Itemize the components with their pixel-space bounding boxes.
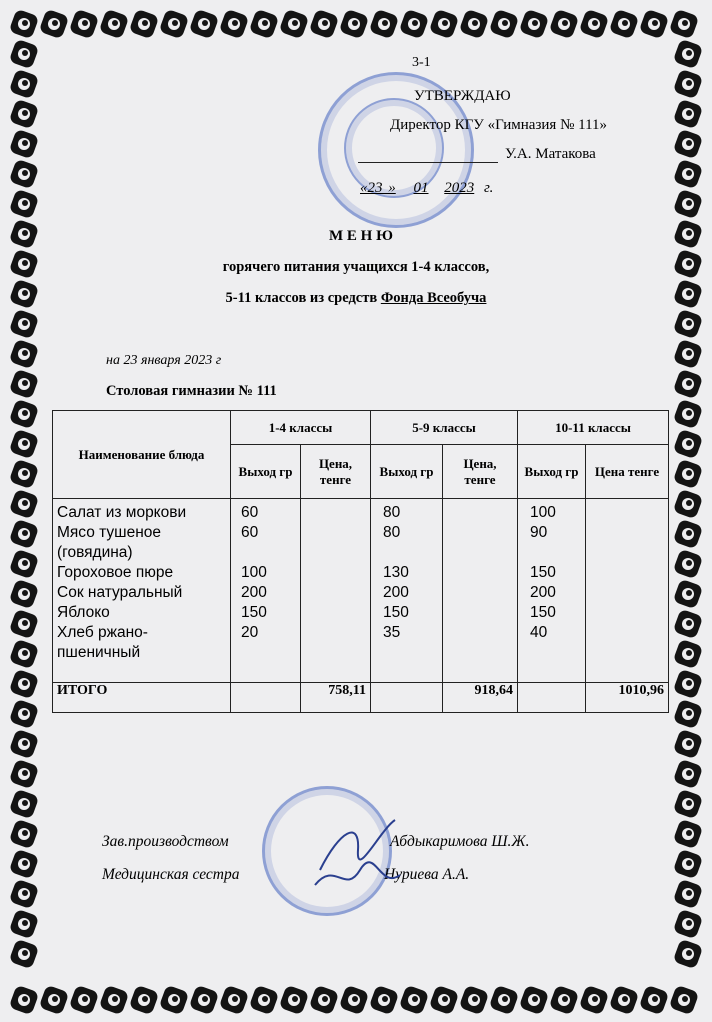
border-ornament: [459, 985, 490, 1016]
menu-title: М Е Н Ю: [329, 228, 393, 244]
header-group-1-4: 1-4 классы: [231, 411, 371, 445]
menu-table: [52, 410, 669, 713]
border-ornament: [9, 729, 40, 760]
approve-word: УТВЕРЖДАЮ: [414, 88, 511, 104]
border-ornament: [9, 39, 40, 70]
border-ornament: [249, 9, 280, 40]
g1-output-cell: 60 60 100 200 150 20: [231, 499, 301, 683]
border-ornament: [279, 9, 310, 40]
border-ornament: [673, 849, 704, 880]
border-ornament: [609, 9, 640, 40]
total-g2-empty: [371, 683, 443, 713]
border-ornament: [459, 9, 490, 40]
border-ornament: [309, 985, 340, 1016]
g2-price-cell: [443, 499, 518, 683]
signature-line: [358, 162, 498, 163]
border-ornament: [9, 399, 40, 430]
border-ornament: [673, 159, 704, 190]
border-ornament: [673, 759, 704, 790]
total-row: [53, 683, 669, 713]
header-g2-price: Цена, тенге: [443, 445, 518, 499]
border-ornament: [489, 9, 520, 40]
border-ornament: [159, 985, 190, 1016]
border-ornament: [673, 789, 704, 820]
header-g1-price: Цена, тенге: [301, 445, 371, 499]
border-ornament: [9, 789, 40, 820]
border-ornament: [339, 985, 370, 1016]
border-ornament: [519, 9, 550, 40]
border-ornament: [673, 609, 704, 640]
border-ornament: [673, 639, 704, 670]
border-ornament: [69, 985, 100, 1016]
border-ornament: [673, 129, 704, 160]
border-ornament: [519, 985, 550, 1016]
border-ornament: [9, 489, 40, 520]
border-ornament: [9, 879, 40, 910]
border-ornament: [159, 9, 190, 40]
header-group-5-9: 5-9 классы: [371, 411, 518, 445]
border-ornament: [9, 939, 40, 970]
border-ornament: [9, 459, 40, 490]
canteen-name: Столовая гимназии № 111: [106, 383, 277, 399]
border-ornament: [549, 985, 580, 1016]
total-g3: 1010,96: [586, 683, 669, 713]
border-ornament: [9, 99, 40, 130]
border-ornament: [279, 985, 310, 1016]
handwritten-signatures: [300, 800, 410, 900]
border-ornament: [9, 759, 40, 790]
border-ornament: [9, 549, 40, 580]
date-month: 01: [413, 180, 429, 196]
border-ornament: [673, 879, 704, 910]
border-ornament: [309, 9, 340, 40]
menu-subtitle-line1: горячего питания учащихся 1-4 классов,: [222, 259, 490, 275]
header-g2-output: Выход гр: [371, 445, 443, 499]
border-ornament: [9, 189, 40, 220]
border-ornament: [9, 609, 40, 640]
border-ornament: [129, 985, 160, 1016]
approval-date: [360, 180, 493, 197]
border-ornament: [399, 9, 430, 40]
border-ornament: [673, 69, 704, 100]
total-g3-empty: [518, 683, 586, 713]
border-ornament: [9, 579, 40, 610]
border-ornament: [673, 369, 704, 400]
border-ornament: [673, 189, 704, 220]
menu-subtitle-line2: [0, 290, 712, 307]
name-nurse: Нуриева А.А.: [384, 866, 470, 883]
border-ornament: [9, 519, 40, 550]
border-ornament: [9, 669, 40, 700]
total-g1: 758,11: [301, 683, 371, 713]
border-ornament: [429, 985, 460, 1016]
dish-names-cell: Салат из моркови Мясо тушеное (говядина) Гороховое пюре Сок натуральный Яблоко Хлеб ржано- пшеничный: [53, 499, 231, 683]
border-ornament: [673, 549, 704, 580]
table-row: [53, 499, 669, 683]
total-g2: 918,64: [443, 683, 518, 713]
border-ornament: [639, 985, 670, 1016]
header-dish-name: Наименование блюда: [53, 411, 231, 499]
border-ornament: [9, 159, 40, 190]
border-ornament: [579, 9, 610, 40]
border-ornament: [9, 849, 40, 880]
border-ornament: [673, 579, 704, 610]
border-ornament: [369, 985, 400, 1016]
border-ornament: [673, 519, 704, 550]
border-ornament: [673, 459, 704, 490]
border-ornament: [673, 339, 704, 370]
header-group-10-11: 10-11 классы: [518, 411, 669, 445]
total-g1-empty: [231, 683, 301, 713]
border-ornament: [39, 9, 70, 40]
border-ornament: [429, 9, 460, 40]
border-ornament: [9, 129, 40, 160]
border-ornament: [9, 9, 40, 40]
border-ornament: [9, 369, 40, 400]
name-production-head: Абдыкаримова Ш.Ж.: [390, 833, 530, 850]
border-ornament: [9, 909, 40, 940]
border-ornament: [549, 9, 580, 40]
menu-date: на 23 января 2023 г: [106, 353, 222, 368]
border-ornament: [669, 9, 700, 40]
border-ornament: [399, 985, 430, 1016]
date-day: «23 »: [360, 180, 396, 196]
border-ornament: [9, 429, 40, 460]
role-nurse: Медицинская сестра: [102, 866, 240, 883]
border-ornament: [99, 9, 130, 40]
g2-output-cell: 80 80 130 200 150 35: [371, 499, 443, 683]
border-ornament: [219, 9, 250, 40]
border-ornament: [579, 985, 610, 1016]
approver-name: У.А. Матакова: [505, 146, 596, 162]
border-ornament: [669, 985, 700, 1016]
border-ornament: [489, 985, 520, 1016]
border-ornament: [9, 699, 40, 730]
border-ornament: [9, 339, 40, 370]
border-ornament: [219, 985, 250, 1016]
border-ornament: [69, 9, 100, 40]
border-ornament: [189, 9, 220, 40]
date-suffix: г.: [484, 180, 494, 196]
border-ornament: [339, 9, 370, 40]
border-ornament: [129, 9, 160, 40]
g3-output-cell: 100 90 150 200 150 40: [518, 499, 586, 683]
fund-name: Фонда Всеобуча: [380, 290, 487, 306]
border-ornament: [673, 399, 704, 430]
border-ornament: [99, 985, 130, 1016]
border-ornament: [9, 985, 40, 1016]
border-ornament: [673, 819, 704, 850]
border-ornament: [673, 699, 704, 730]
border-ornament: [673, 669, 704, 700]
role-production-head: Зав.производством: [102, 833, 229, 850]
border-ornament: [673, 39, 704, 70]
border-ornament: [9, 309, 40, 340]
border-ornament: [673, 429, 704, 460]
border-ornament: [673, 729, 704, 760]
approver-position: Директор КГУ «Гимназия № 111»: [390, 117, 608, 133]
g1-price-cell: [301, 499, 371, 683]
border-ornament: [9, 819, 40, 850]
border-ornament: [673, 489, 704, 520]
doc-number: 3-1: [412, 55, 431, 70]
header-g3-price: Цена тенге: [586, 445, 669, 499]
border-ornament: [249, 985, 280, 1016]
border-ornament: [9, 69, 40, 100]
border-ornament: [189, 985, 220, 1016]
border-ornament: [39, 985, 70, 1016]
border-ornament: [369, 9, 400, 40]
border-ornament: [673, 909, 704, 940]
g3-price-cell: [586, 499, 669, 683]
border-ornament: [609, 985, 640, 1016]
total-label: ИТОГО: [53, 683, 231, 713]
border-ornament: [673, 99, 704, 130]
header-g3-output: Выход гр: [518, 445, 586, 499]
date-year: 2023: [444, 180, 475, 196]
header-g1-output: Выход гр: [231, 445, 301, 499]
border-ornament: [9, 639, 40, 670]
subtitle-prefix: 5-11 классов из средств: [225, 290, 378, 306]
border-ornament: [639, 9, 670, 40]
border-ornament: [673, 939, 704, 970]
border-ornament: [673, 309, 704, 340]
